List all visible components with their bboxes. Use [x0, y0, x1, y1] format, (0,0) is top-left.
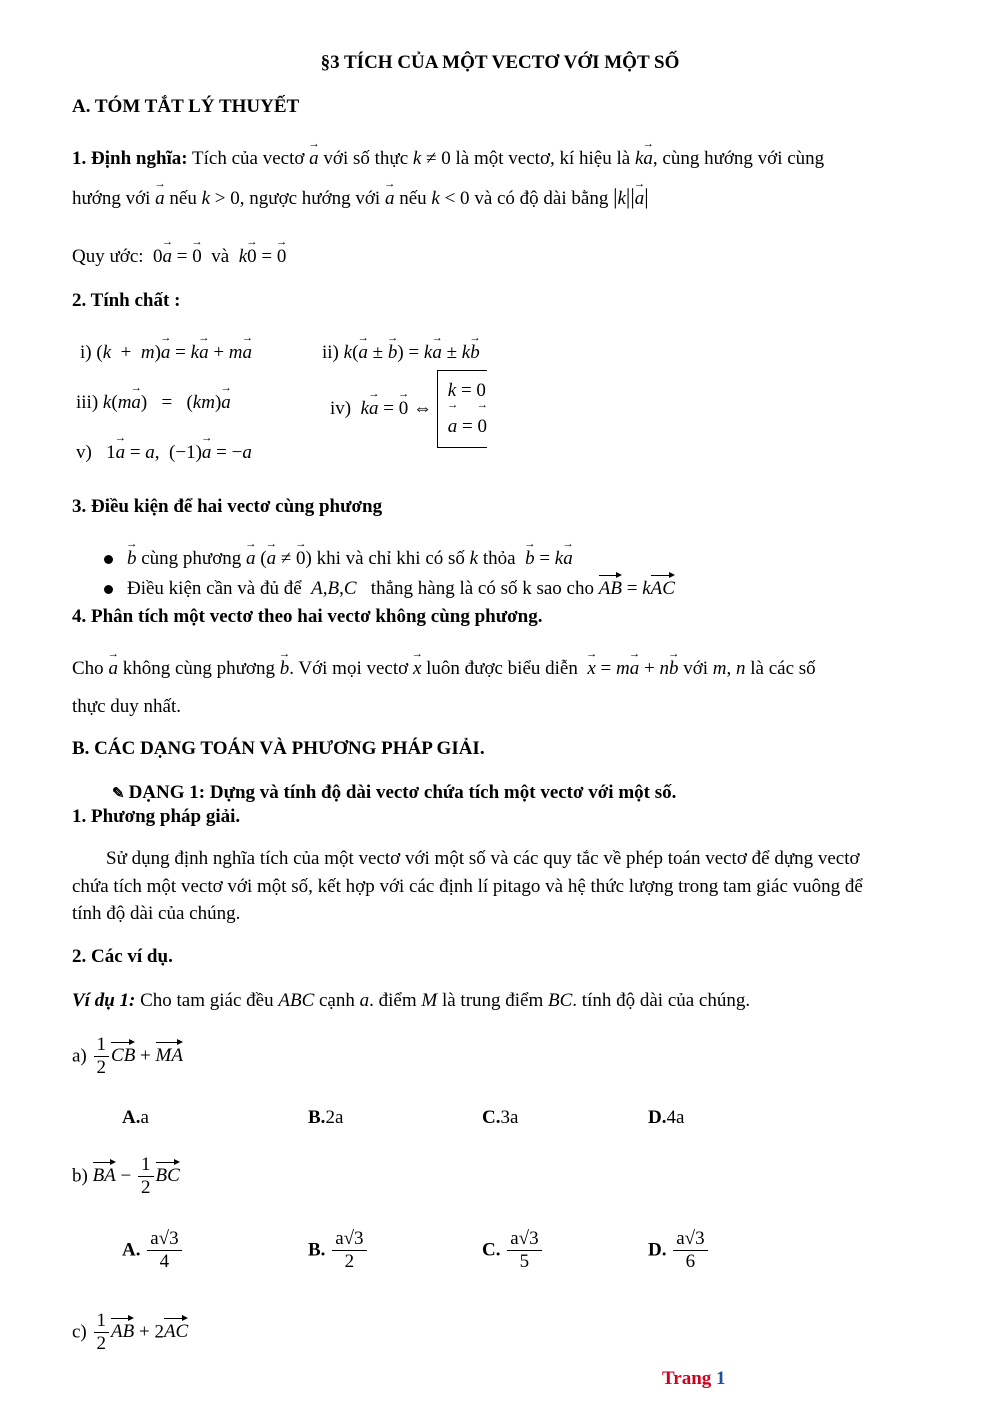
- footer-label: Trang: [662, 1368, 712, 1389]
- answer-b-B[interactable]: B. $\frac{a√3}{2}$: [308, 1228, 369, 1273]
- decomposition-heading: 4. Phân tích một vectơ theo hai vectơ không cùng phương.: [72, 606, 543, 627]
- definition-line-2: hướng với a → nếu k > 0, ngược hướng với a → nếu k < 0 và có độ dài bằng |k||a →|: [72, 184, 649, 210]
- part-a-expression: a) $\frac{1}{2}$ CB + MA: [72, 1034, 183, 1078]
- condition-heading: 3. Điều kiện để hai vectơ cùng phương: [72, 496, 383, 517]
- properties-heading: 2. Tính chất :: [72, 290, 181, 311]
- bullet-icon: [104, 555, 113, 564]
- examples-heading: 2. Các ví dụ.: [72, 946, 173, 967]
- page-title: §3 TÍCH CỦA MỘT VECTƠ VỚI MỘT SỐ: [320, 52, 680, 73]
- section-a-heading: A. TÓM TẮT LÝ THUYẾT: [72, 96, 300, 117]
- decomposition-line-2: thực duy nhất.: [72, 696, 181, 717]
- section-b-heading: B. CÁC DẠNG TOÁN VÀ PHƯƠNG PHÁP GIẢI.: [72, 738, 485, 759]
- answer-a-C[interactable]: C.3a: [482, 1107, 519, 1128]
- property-ii: ii) k(a → ± b →) = ka → ± kb →: [322, 342, 480, 364]
- part-c-expression: c) $\frac{1}{2}$ AB + 2AC: [72, 1310, 189, 1354]
- answer-a-B[interactable]: B.2a: [308, 1107, 344, 1128]
- example-1: Ví dụ 1: Cho tam giác đều ABC cạnh a. điểm M là trung điểm BC. tính độ dài của chúng.: [72, 990, 751, 1011]
- answer-a-D[interactable]: D.4a: [648, 1107, 685, 1128]
- page-footer: [662, 1368, 726, 1390]
- property-v: v) 1a → = a, (−1)a → = −a: [76, 442, 252, 464]
- answer-b-D[interactable]: D. $\frac{a√3}{6}$: [648, 1228, 710, 1273]
- answer-a-A[interactable]: A.a: [122, 1107, 149, 1128]
- decomposition-line-1: Cho a → không cùng phương b →. Với mọi vectơ x → luôn được biểu diễn x → = ma → + nb → với m, n là các số: [72, 658, 816, 680]
- definition-line-1: 1. Định nghĩa: Tích của vectơ a → với số thực k ≠ 0 là một vectơ, kí hiệu là ka →, cùng hướng với cùng: [72, 148, 824, 170]
- answer-b-A[interactable]: A. $\frac{a√3}{4}$: [122, 1228, 184, 1273]
- method-line-1: Sử dụng định nghĩa tích của một vectơ với một số và các quy tắc về phép toán vectơ để dựng vectơ: [106, 848, 860, 869]
- property-iv: iv) ka → = 0 → ⇔ k = 0 a → = 0 →: [330, 370, 487, 448]
- method-line-3: tính độ dài của chúng.: [72, 903, 241, 924]
- property-i: i) (k + m)a → = ka → + ma →: [80, 342, 252, 364]
- pencil-icon: ✎: [112, 786, 125, 802]
- property-iii: iii) k(ma →) = (km)a →: [76, 392, 231, 414]
- bullet-icon: [104, 585, 113, 594]
- method-line-2: chứa tích một vectơ với một số, kết hợp với các định lí pitago và hệ thức lượng trong tam giác vuông để: [72, 876, 863, 897]
- condition-bullet-2: Điều kiện cần và đủ để A,B,C thẳng hàng là có số k sao cho AB = kAC: [104, 578, 675, 600]
- page-number: 1: [716, 1368, 726, 1389]
- part-b-expression: b) BA − $\frac{1}{2}$ BC: [72, 1154, 180, 1198]
- answer-b-C[interactable]: C. $\frac{a√3}{5}$: [482, 1228, 544, 1273]
- dang-1-heading: ✎ DẠNG 1: Dựng và tính độ dài vectơ chứa tích một vectơ với một số.: [112, 782, 677, 803]
- method-heading: 1. Phương pháp giải.: [72, 806, 241, 827]
- condition-bullet-1: b → cùng phương a → (a → ≠ 0 →) khi và chỉ khi có số k thỏa b → = ka →: [104, 548, 573, 570]
- convention-line: Quy ước: 0a → = 0 → và k0 → = 0 →: [72, 246, 286, 268]
